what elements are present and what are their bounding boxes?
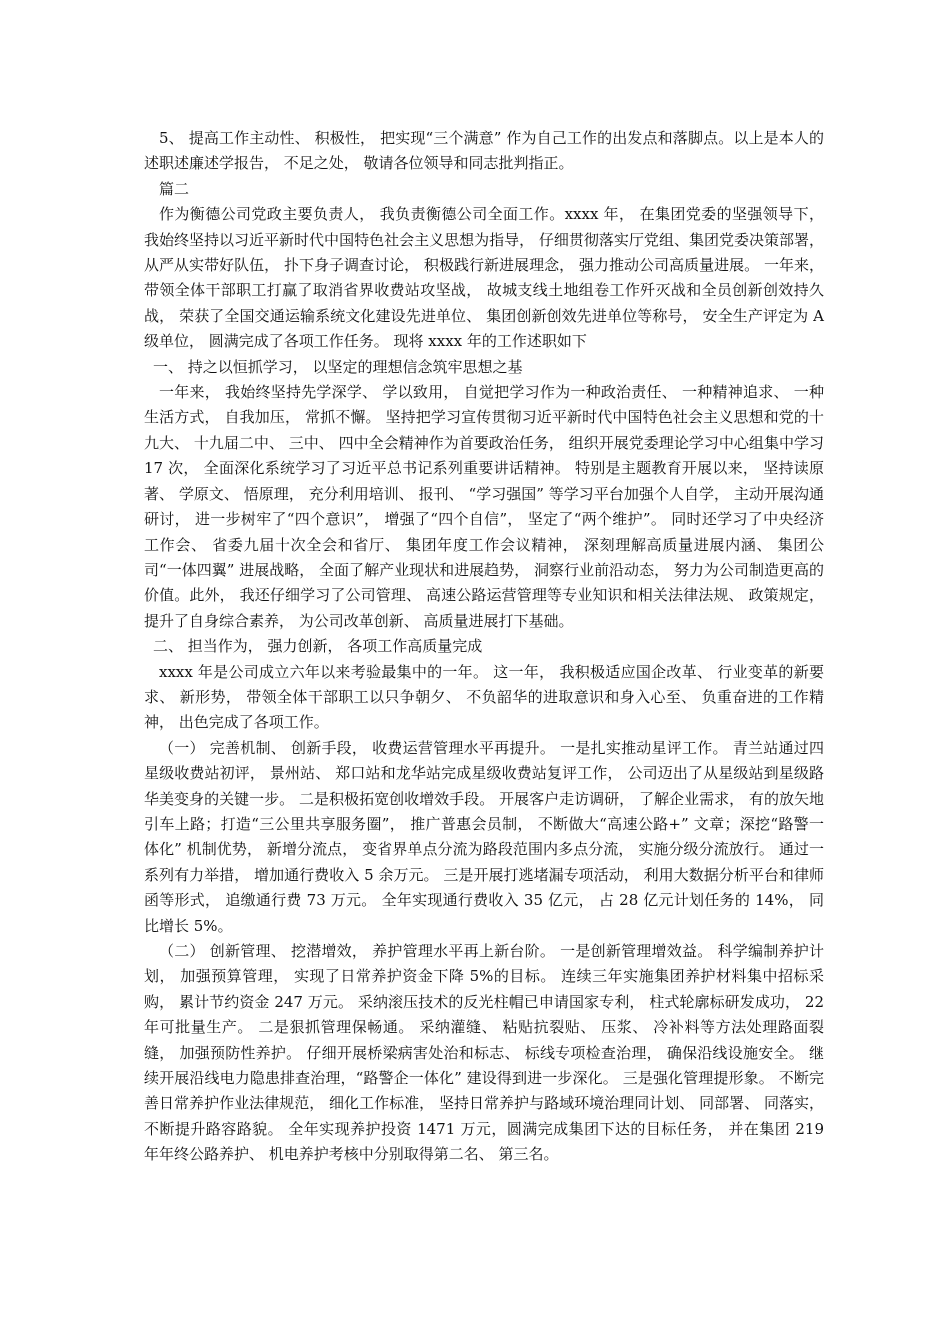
- heading-section-two: 二、 担当作为， 强力创新， 各项工作高质量完成: [153, 637, 483, 656]
- heading-section-one: 一、 持之以恒抓学习， 以坚定的理想信念筑牢思想之基: [153, 357, 523, 376]
- section-label-part-two: 篇二: [159, 179, 190, 198]
- paragraph-closing-item-5: 5、 提高工作主动性、 积极性， 把实现“三个满意” 作为自己工作的出发点和落脚点。以上是本人的述职述廉述学报告， 不足之处， 敬请各位领导和同志批判指正。: [144, 129, 824, 173]
- paragraph-year-overview: xxxx 年是公司成立六年以来考验最集中的一年。 这一年， 我积极适应国企改革、 行业变革的新要求、 新形势， 带领全体干部职工以只争朝夕、 不负韶华的进取意识和身入心至、 负重奋进的工作精神， 出色完成了各项工作。: [144, 662, 824, 732]
- paragraph-intro: 作为衡德公司党政主要负责人， 我负责衡德公司全面工作。xxxx 年， 在集团党委的坚强领导下， 我始终坚持以习近平新时代中国特色社会主义思想为指导， 仔细贯彻落实厅党组、集团党委决策部署， 从严从实带好队伍， 扑下身子调查讨论， 积极践行新进展理念， 强力推动公司高质量进展。 一年来， 带领全体干部职工打赢了取消省界收费站攻坚战， 故城支线土地组卷工作歼灭战和全员创新创效持久战， 荣获了全国交通运输系统文化建设先进单位、 集团创新创效先进单位等称号， 安全生产评定为 A 级单位， 圆满完成了各项工作任务。 现将 xxxx 年的工作述职如下: [144, 205, 824, 351]
- paragraph-maintenance-management: （二） 创新管理、 挖潜增效， 养护管理水平再上新台阶。 一是创新管理增效益。 科学编制养护计划， 加强预算管理， 实现了日常养护资金下降 5%的目标。 连续三年实施集团养护材料集中招标采购， 累计节约资金 247 万元。 采纳滚压技术的反光柱帽已申请国家专利， 柱式轮廓标研发成功， 22 年可批量生产。 二是狠抓管理保畅通。 采纳灌缝、 粘贴抗裂贴、 压浆、 冷补料等方法处理路面裂缝， 加强预防性养护。 仔细开展桥梁病害处治和标志、 标线专项检查治理， 确保沿线设施安全。 继续开展沿线电力隐患排查治理，“路警企一体化” 建设得到进一步深化。 三是强化管理提形象。 不断完善日常养护作业法律规范， 细化工作标准， 坚持日常养护与路域环境治理同计划、 同部署、 同落实， 不断提升路容路貌。 全年实现养护投资 1471 万元，圆满完成集团下达的目标任务， 并在集团 219 年年终公路养护、 机电养护考核中分别取得第二名、 第三名。: [144, 942, 824, 1164]
- paragraph-toll-management: （一） 完善机制、 创新手段， 收费运营管理水平再提升。 一是扎实推动星评工作。 青兰站通过四星级收费站初评， 景州站、 郑口站和龙华站完成星级收费站复评工作， 公司迈出了从星级站到星级路华美变身的关键一步。 二是积极拓宽创收增效手段。 开展客户走访调研， 了解企业需求， 有的放矢地引车上路；打造“三公里共享服务圈”， 推广普惠会员制， 不断做大“高速公路+” 文章；深挖“路警一体化” 机制优势， 新增分流点， 变省界单点分流为路段范围内多点分流， 实施分级分流放行。 通过一系列有力举措， 增加通行费收入 5 余万元。 三是开展打逃堵漏专项活动， 利用大数据分析平台和律师函等形式， 追缴通行费 73 万元。 全年实现通行费收入 35 亿元， 占 28 亿元计划任务的 14%， 同比增长 5%。: [144, 738, 824, 935]
- document-body: [144, 126, 824, 1168]
- paragraph-study: 一年来， 我始终坚持先学深学、 学以致用， 自觉把学习作为一种政治责任、 一种精神追求、 一种生活方式， 自我加压， 常抓不懈。 坚持把学习宣传贯彻习近平新时代中国特色社会主义思想和党的十九大、 十九届二中、 三中、 四中全会精神作为首要政治任务， 组织开展党委理论学习中心组集中学习 17 次， 全面深化系统学习了习近平总书记系列重要讲话精神。 特别是主题教育开展以来， 坚持读原著、 学原文、 悟原理， 充分利用培训、 报刊、 “学习强国” 等学习平台加强个人自学， 主动开展沟通研讨， 进一步树牢了“四个意识”， 增强了“四个自信”， 坚定了“两个维护”。 同时还学习了中央经济工作会、 省委九届十次全会和省厅、 集团年度工作会议精神， 深刻理解高质量进展内涵、 集团公司“一体四翼” 进展战略， 全面了解产业现状和进展趋势， 洞察行业前沿动态， 努力为公司制造更高的价值。此外， 我还仔细学习了公司管理、 高速公路运营管理等专业知识和相关法律法规、 政策规定， 提升了自身综合素养， 为公司改革创新、 高质量进展打下基础。: [144, 383, 824, 630]
